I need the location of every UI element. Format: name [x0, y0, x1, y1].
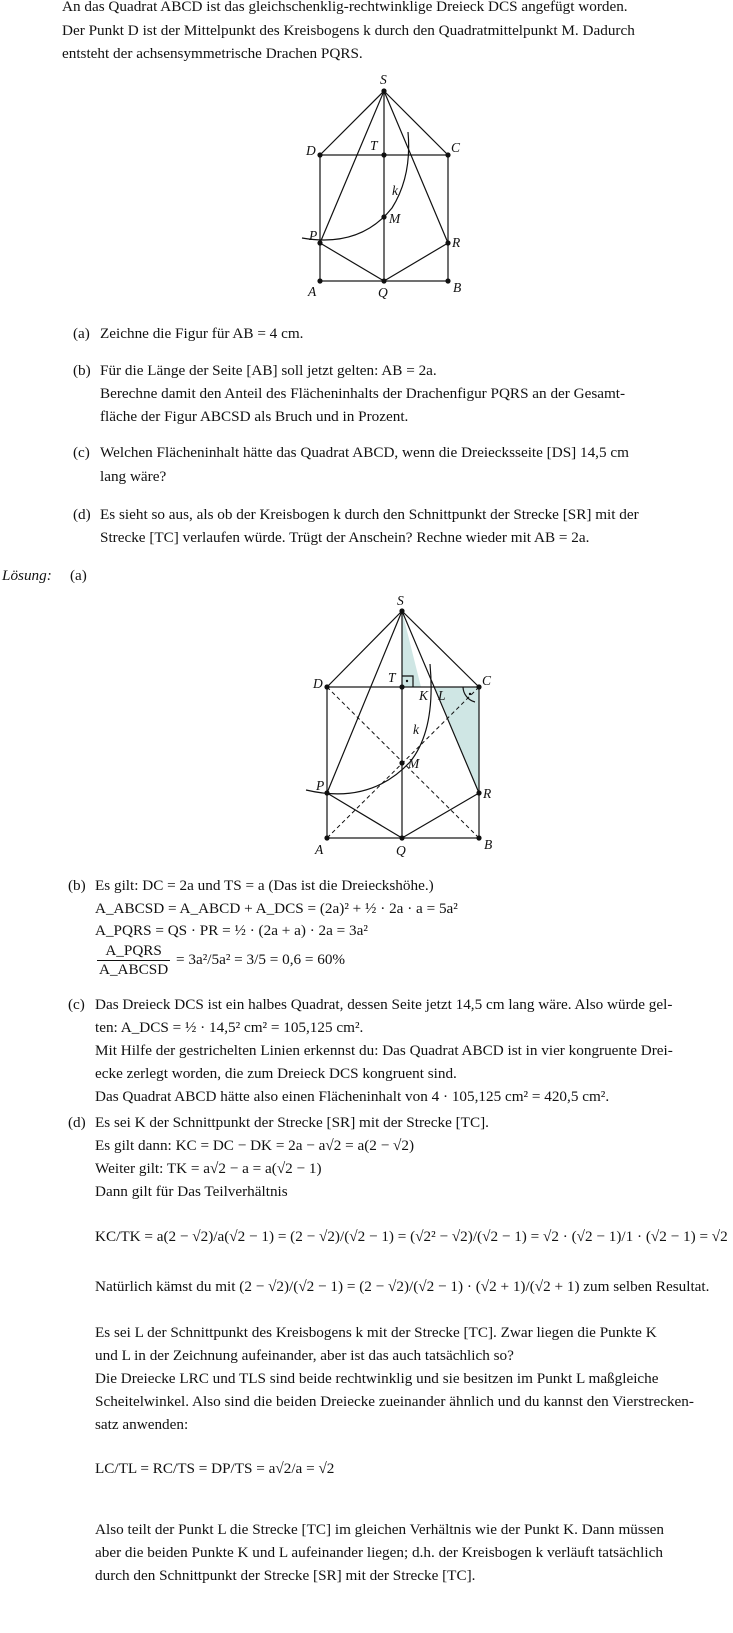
fig1-label-c: C: [451, 140, 461, 155]
sol-d-line-4: Dann gilt für Das Teilverhältnis: [95, 1183, 288, 1200]
intro-line-3: entsteht der achsensymmetrische Drachen PQRS.: [62, 45, 363, 62]
task-c-line-2: lang wäre?: [100, 468, 167, 485]
task-b-line-1: Für die Länge der Seite [AB] soll jetzt gelten: AB = 2a.: [100, 362, 437, 379]
task-b-line-2: Berechne damit den Anteil des Flächeninhalts der Drachenfigur PQRS an der Gesamt-: [100, 385, 626, 402]
task-d-line-1: Es sieht so aus, als ob der Kreisbogen k durch den Schnittpunkt der Strecke [SR] mit der: [100, 506, 639, 523]
fig2-label-c: C: [482, 673, 492, 688]
sol-b-line-1: Es gilt: DC = 2a und TS = a (Das ist die Dreieckshöhe.): [95, 877, 434, 894]
fig1-label-b: B: [453, 280, 462, 295]
fig1-label-t: T: [370, 138, 378, 153]
fig2-label-q: Q: [396, 843, 406, 858]
sol-d-line-8: Die Dreiecke LRC und TLS sind beide rechtwinklig und sie besitzen im Punkt L maßgleiche: [95, 1370, 659, 1387]
fig2-label-d: D: [313, 676, 323, 691]
solution-heading: Lösung:: [2, 567, 52, 584]
sol-c-line-2: ten: A_DCS = ½ · 14,5² cm² = 105,125 cm².: [95, 1019, 364, 1036]
sol-d-line-12: aber die beiden Punkte K und L aufeinander liegen; d.h. der Kreisbogen k verläuft tatsächlich: [95, 1544, 663, 1561]
fig1-label-m: M: [389, 211, 401, 226]
sol-b-line-3: A_PQRS = QS · PR = ½ · (2a + a) · 2a = 3a²: [95, 922, 368, 939]
fig2-label-m: M: [408, 756, 420, 771]
sol-b-frac-num: A_PQRS: [97, 942, 170, 961]
sol-c-line-4: ecke zerlegt worden, die zum Dreieck DCS kongruent sind.: [95, 1065, 457, 1082]
sol-d-line-5: Natürlich kämst du mit (2 − √2)/(√2 − 1) = (2 − √2)/(√2 − 1) · (√2 + 1)/(√2 + 1) zum selben Resultat.: [95, 1278, 710, 1295]
intro-line-1: An das Quadrat ABCD ist das gleichschenklig-rechtwinklige Dreieck DCS angefügt worden.: [62, 0, 628, 15]
fig2-label-t: T: [388, 670, 396, 685]
fig2-label-b: B: [484, 837, 493, 852]
sol-d-ratio-2: LC/TL = RC/TS = DP/TS = a√2/a = √2: [95, 1460, 335, 1477]
sol-d-line-9: Scheitelwinkel. Also sind die beiden Dreiecke zueinander ähnlich und du kannst den Vierstrecken-: [95, 1393, 694, 1410]
sol-d-marker: (d): [68, 1114, 86, 1131]
sol-b-fraction: [97, 942, 170, 979]
sol-d-ratio-1: KC/TK = a(2 − √2)/a(√2 − 1) = (2 − √2)/(√2 − 1) = (√2² − √2)/(√2 − 1) = √2 · (√2 − 1)/1 · (√2 − 1) = √2: [95, 1228, 728, 1245]
fig2-label-r: R: [483, 786, 492, 801]
fig1-label-d: D: [306, 143, 316, 158]
sol-d-line-2: Es gilt dann: KC = DC − DK = 2a − a√2 = a(2 − √2): [95, 1137, 415, 1154]
task-b-marker: (b): [73, 362, 91, 379]
fig1-label-q: Q: [378, 285, 388, 300]
sol-b-marker: (b): [68, 877, 86, 894]
task-a-text: Zeichne die Figur für AB = 4 cm.: [100, 325, 304, 342]
fig2-label-k-point: K: [419, 688, 429, 703]
sol-d-line-7: und L in der Zeichnung aufeinander, aber ist das auch tatsächlich so?: [95, 1347, 514, 1364]
fig2-label-k-arc: k: [413, 722, 419, 737]
sol-d-line-3: Weiter gilt: TK = a√2 − a = a(√2 − 1): [95, 1160, 322, 1177]
task-b-line-3: fläche der Figur ABCSD als Bruch und in Prozent.: [100, 408, 409, 425]
sol-d-line-6: Es sei L der Schnittpunkt des Kreisbogens k mit der Strecke [TC]. Zwar liegen die Punkte K: [95, 1324, 657, 1341]
sol-c-marker: (c): [68, 996, 85, 1013]
sol-b-ratio: [95, 942, 345, 979]
fig1-label-s: S: [380, 72, 387, 87]
fig1-label-p: P: [309, 228, 318, 243]
sol-c-line-3: Mit Hilfe der gestrichelten Linien erkennst du: Das Quadrat ABCD ist in vier kongruente Drei-: [95, 1042, 673, 1059]
sol-b-line-2: A_ABCSD = A_ABCD + A_DCS = (2a)² + ½ · 2a · a = 5a²: [95, 900, 458, 917]
sol-c-line-5: Das Quadrat ABCD hätte also einen Flächeninhalt von 4 · 105,125 cm² = 420,5 cm².: [95, 1088, 610, 1105]
fig2-label-a: A: [315, 842, 324, 857]
fig1-label-k: k: [392, 183, 398, 198]
fig2-label-p: P: [316, 778, 325, 793]
fig1-label-r: R: [452, 235, 461, 250]
sol-d-line-1: Es sei K der Schnittpunkt der Strecke [SR] mit der Strecke [TC].: [95, 1114, 489, 1131]
task-d-marker: (d): [73, 506, 91, 523]
task-d-line-2: Strecke [TC] verlaufen würde. Trügt der Anschein? Rechne wieder mit AB = 2a.: [100, 529, 590, 546]
sol-d-line-11: Also teilt der Punkt L die Strecke [TC] im gleichen Verhältnis wie der Punkt K. Dann müssen: [95, 1521, 665, 1538]
fig2-label-l: L: [438, 688, 446, 703]
task-c-line-1: Welchen Flächeninhalt hätte das Quadrat ABCD, wenn die Dreiecksseite [DS] 14,5 cm: [100, 444, 629, 461]
sol-b-frac-rest: = 3a²/5a² = 3/5 = 0,6 = 60%: [176, 950, 346, 968]
sol-d-line-13: durch den Schnittpunkt der Strecke [SR] mit der Strecke [TC].: [95, 1567, 476, 1584]
sol-b-frac-den: A_ABCSD: [99, 961, 169, 978]
fig2-label-s: S: [397, 593, 404, 608]
sol-c-line-1: Das Dreieck DCS ist ein halbes Quadrat, dessen Seite jetzt 14,5 cm lang wäre. Also würde gel-: [95, 996, 673, 1013]
sol-d-line-10: satz anwenden:: [95, 1416, 189, 1433]
intro-line-2: Der Punkt D ist der Mittelpunkt des Kreisbogens k durch den Quadratmittelpunkt M. Dadurch: [62, 22, 635, 39]
task-c-marker: (c): [73, 444, 90, 461]
solution-a-marker: (a): [70, 567, 87, 584]
task-a-marker: (a): [73, 325, 90, 342]
fig1-label-a: A: [308, 284, 317, 299]
